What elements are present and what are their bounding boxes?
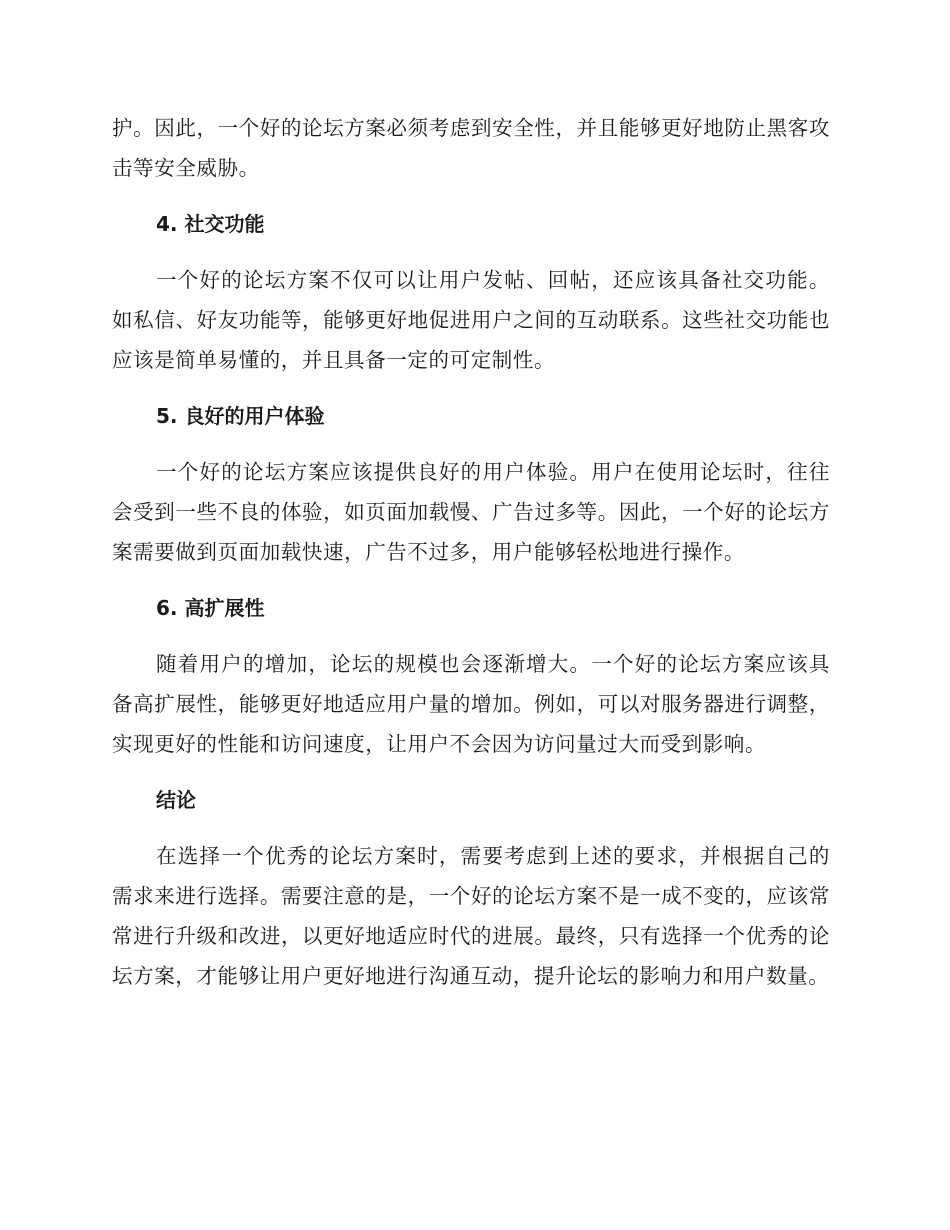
paragraph-social-features: 一个好的论坛方案不仅可以让用户发帖、回帖，还应该具备社交功能。如私信、好友功能等，能够更好地促进用户之间的互动联系。这些社交功能也应该是简单易懂的，并且具备一定的可定制性。	[112, 268, 830, 372]
heading-conclusion: 结论	[156, 788, 196, 812]
paragraph-user-experience: 一个好的论坛方案应该提供良好的用户体验。用户在使用论坛时，往往会受到一些不良的体验，如页面加载慢、广告过多等。因此，一个好的论坛方案需要做到页面加载快速，广告不过多，用户能够轻松地进行操作。	[112, 460, 830, 564]
paragraph-conclusion: 在选择一个优秀的论坛方案时，需要考虑到上述的要求，并根据自己的需求来进行选择。需要注意的是，一个好的论坛方案不是一成不变的，应该常常进行升级和改进，以更好地适应时代的进展。最终，只有选择一个优秀的论坛方案，才能够让用户更好地进行沟通互动，提升论坛的影响力和用户数量。	[112, 844, 830, 988]
heading-scalability: 6. 高扩展性	[156, 596, 265, 620]
paragraph-scalability: 随着用户的增加，论坛的规模也会逐渐增大。一个好的论坛方案应该具备高扩展性，能够更好地适应用户量的增加。例如，可以对服务器进行调整，实现更好的性能和访问速度，让用户不会因为访问量过大而受到影响。	[112, 652, 830, 756]
paragraph-security-continued: 护。因此，一个好的论坛方案必须考虑到安全性，并且能够更好地防止黑客攻击等安全威胁。	[112, 116, 830, 180]
heading-user-experience: 5. 良好的用户体验	[156, 404, 325, 428]
heading-social-features: 4. 社交功能	[156, 212, 265, 236]
document-page	[112, 108, 830, 1012]
